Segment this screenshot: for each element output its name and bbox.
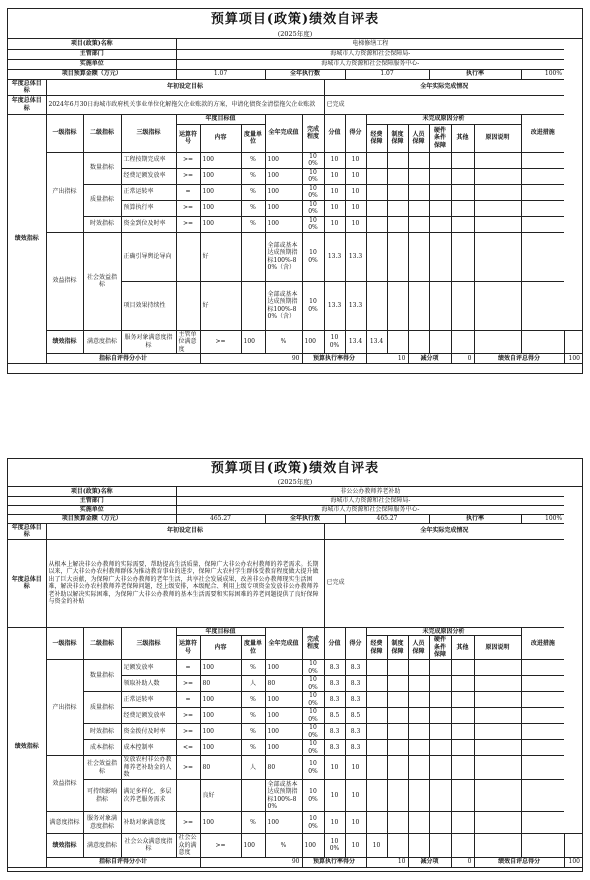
exec-rate-label: 执行率 bbox=[429, 69, 521, 79]
actual-cell: 100 bbox=[302, 834, 324, 858]
completion-header: 完成程度 bbox=[302, 114, 324, 152]
exec-rate-label: 执行率 bbox=[429, 514, 521, 523]
table-row bbox=[8, 216, 582, 232]
score-value-cell: 13.3 bbox=[324, 232, 345, 281]
reason-header: 未完成原因分析 bbox=[366, 627, 521, 636]
score-cell: 10 bbox=[345, 152, 366, 168]
l3-cell: 经费足额发放率 bbox=[121, 168, 176, 184]
actual-cell: 全部或基本达成预期指标100%-80%（含） bbox=[265, 232, 302, 281]
completion-cell: 100% bbox=[302, 152, 324, 168]
l2-cell: 数量指标 bbox=[83, 660, 121, 692]
score-cell: 8.5 bbox=[345, 708, 366, 724]
exec-rate-value: 100% bbox=[521, 514, 564, 523]
score-header: 得分 bbox=[345, 114, 366, 152]
op-cell: >= bbox=[176, 756, 200, 780]
actual-cell: 100 bbox=[265, 692, 302, 708]
completion-cell: 100% bbox=[302, 756, 324, 780]
project-name-value: 电梯修缮工程 bbox=[176, 39, 564, 49]
l3-cell: 正常运转率 bbox=[121, 184, 176, 200]
implementer-value: 海城市人力资源和社会保障服务中心- bbox=[176, 505, 564, 514]
l2-cell: 社会公众满意度指标 bbox=[121, 834, 176, 858]
unit-cell: % bbox=[265, 330, 302, 354]
l3-cell: 经费足额发放率 bbox=[121, 708, 176, 724]
form-year: (2025年度) bbox=[8, 29, 582, 39]
op-header: 运算符号 bbox=[176, 636, 200, 660]
funding-header: 经费保障 bbox=[366, 124, 387, 152]
actual-cell: 全部或基本达成预期指标100%-80%（含） bbox=[265, 281, 302, 330]
l3-header: 三级指标 bbox=[121, 114, 176, 152]
l3-cell: 补助对象满意度 bbox=[121, 812, 176, 834]
total-value: 100 bbox=[564, 857, 582, 867]
exec-score-label: 预算执行率得分 bbox=[302, 354, 366, 364]
score-value-cell: 10 bbox=[324, 200, 345, 216]
table-row bbox=[8, 184, 582, 200]
table-row bbox=[8, 152, 582, 168]
content-cell: 80 bbox=[200, 676, 241, 692]
l1-benefit: 效益指标 bbox=[46, 756, 83, 812]
content-cell: 100 bbox=[200, 692, 241, 708]
table-row bbox=[8, 692, 582, 708]
l2-cell: 时效指标 bbox=[83, 724, 121, 740]
evaluation-table bbox=[8, 487, 582, 868]
table-row bbox=[8, 756, 582, 780]
l2-cell: 成本指标 bbox=[83, 740, 121, 756]
l3-cell: 领取补助人数 bbox=[121, 676, 176, 692]
budget-label: 项目预算金额（万元） bbox=[8, 514, 176, 523]
actual-text: 已完成 bbox=[324, 95, 564, 114]
score-cell: 10 bbox=[345, 756, 366, 780]
reason-note-header: 原因说明 bbox=[474, 124, 521, 152]
table-row bbox=[8, 724, 582, 740]
annual-value-header: 年度目标值 bbox=[176, 627, 265, 636]
department-label: 主管部门 bbox=[8, 496, 176, 505]
improvement-header: 改进措施 bbox=[521, 114, 564, 152]
actual-cell: 100 bbox=[265, 200, 302, 216]
subtotal-value: 90 bbox=[200, 857, 302, 867]
score-cell: 8.3 bbox=[345, 692, 366, 708]
table-row bbox=[8, 740, 582, 756]
score-cell: 10 bbox=[345, 812, 366, 834]
score-cell: 8.3 bbox=[345, 660, 366, 676]
score-value-cell: 13.3 bbox=[324, 281, 345, 330]
actual-cell: 100 bbox=[265, 660, 302, 676]
op-cell: >= bbox=[200, 330, 241, 354]
subtotal-label: 指标自评得分小计 bbox=[46, 857, 200, 867]
form-year: (2025年度) bbox=[8, 477, 582, 487]
content-cell: 100 bbox=[200, 724, 241, 740]
reason-note-header: 原因说明 bbox=[474, 636, 521, 660]
year-exec-label: 全年执行数 bbox=[265, 514, 345, 523]
l1-satisfaction: 满意度指标 bbox=[83, 834, 121, 858]
score-value-cell: 10 bbox=[324, 184, 345, 200]
annual-goal-label: 年度总体目标 bbox=[8, 539, 46, 627]
op-cell: = bbox=[176, 184, 200, 200]
completion-cell: 100% bbox=[302, 724, 324, 740]
completion-cell: 100% bbox=[302, 232, 324, 281]
unit-cell bbox=[241, 281, 265, 330]
deduction-value: 0 bbox=[451, 857, 474, 867]
score-value-cell: 10 bbox=[324, 756, 345, 780]
hardware-header: 硬件条件保障 bbox=[429, 636, 451, 660]
completion-cell: 100% bbox=[302, 660, 324, 676]
unit-cell: % bbox=[241, 660, 265, 676]
l2-cell: 可持续影响指标 bbox=[83, 780, 121, 812]
l3-cell: 主管单位满意度 bbox=[176, 330, 200, 354]
score-value-cell: 10 bbox=[324, 780, 345, 812]
table-row bbox=[8, 834, 582, 858]
op-cell: >= bbox=[176, 152, 200, 168]
l1-header: 一级指标 bbox=[46, 114, 83, 152]
unit-header: 度量单位 bbox=[241, 636, 265, 660]
exec-score-value: 10 bbox=[366, 857, 408, 867]
actual-cell: 100 bbox=[265, 812, 302, 834]
unit-cell: 人 bbox=[241, 676, 265, 692]
l2-header: 二级指标 bbox=[83, 114, 121, 152]
annual-goal-label: 年度总体目标 bbox=[8, 95, 46, 114]
op-cell bbox=[176, 281, 200, 330]
op-cell bbox=[176, 780, 200, 812]
op-header: 运算符号 bbox=[176, 124, 200, 152]
department-value: 海城市人力资源和社会保障局- bbox=[176, 496, 564, 505]
actual-cell: 100 bbox=[265, 216, 302, 232]
content-header: 内容 bbox=[200, 124, 241, 152]
other-header: 其他 bbox=[451, 636, 474, 660]
content-cell: 80 bbox=[200, 756, 241, 780]
implementer-label: 实施单位 bbox=[8, 505, 176, 514]
completion-cell: 100% bbox=[302, 812, 324, 834]
content-cell: 100 bbox=[200, 200, 241, 216]
total-value: 100 bbox=[564, 354, 582, 364]
project-name-label: 项目(政策)名称 bbox=[8, 39, 176, 49]
deduction-value: 0 bbox=[451, 354, 474, 364]
footer-row bbox=[8, 857, 582, 867]
score-cell: 13.4 bbox=[366, 330, 387, 354]
unit-cell: % bbox=[241, 812, 265, 834]
unit-cell: % bbox=[241, 168, 265, 184]
content-cell: 良好 bbox=[200, 780, 241, 812]
l2-cell: 社会效益指标 bbox=[83, 756, 121, 780]
content-cell: 100 bbox=[200, 184, 241, 200]
op-cell: >= bbox=[176, 676, 200, 692]
l3-cell: 发放农村非公办教师养老补助金的人数 bbox=[121, 756, 176, 780]
hardware-header: 硬件条件保障 bbox=[429, 124, 451, 152]
l2-cell: 服务对象满意度指标 bbox=[121, 330, 176, 354]
score-value-cell: 8.3 bbox=[324, 692, 345, 708]
perf-indicator-label: 绩效指标 bbox=[8, 627, 46, 867]
l2-header: 二级指标 bbox=[83, 627, 121, 660]
content-cell: 100 bbox=[200, 152, 241, 168]
completion-cell: 100% bbox=[302, 780, 324, 812]
score-value-cell: 8.5 bbox=[324, 708, 345, 724]
actual-cell: 100 bbox=[265, 168, 302, 184]
year-exec-value: 1.07 bbox=[345, 69, 429, 79]
content-cell: 100 bbox=[200, 740, 241, 756]
annual-goal-label: 年度总体目标 bbox=[8, 523, 46, 539]
actual-done-header: 全年实际完成情况 bbox=[324, 523, 564, 539]
l3-cell: 正常运转率 bbox=[121, 692, 176, 708]
budget-value: 1.07 bbox=[176, 69, 265, 79]
score-value-cell: 10 bbox=[324, 168, 345, 184]
content-cell: 100 bbox=[200, 216, 241, 232]
table-row bbox=[8, 330, 582, 354]
l2-cell: 服务对象满意度指标 bbox=[83, 812, 121, 834]
department-label: 主管部门 bbox=[8, 49, 176, 59]
score-cell: 10 bbox=[366, 834, 387, 858]
content-cell: 100 bbox=[200, 812, 241, 834]
op-cell: = bbox=[176, 692, 200, 708]
initial-goal-header: 年初设定目标 bbox=[46, 79, 324, 95]
exec-rate-value: 100% bbox=[521, 69, 564, 79]
completion-cell: 100% bbox=[302, 184, 324, 200]
completion-cell: 100% bbox=[302, 740, 324, 756]
actual-done-header: 全年实际完成情况 bbox=[324, 79, 564, 95]
improvement-header: 改进措施 bbox=[521, 627, 564, 660]
content-cell: 100 bbox=[200, 708, 241, 724]
self-evaluation-form-1 bbox=[7, 8, 583, 374]
l2-cell: 质量指标 bbox=[83, 184, 121, 216]
self-evaluation-form-2 bbox=[7, 458, 583, 872]
score-cell: 10 bbox=[345, 168, 366, 184]
unit-cell: % bbox=[241, 724, 265, 740]
score-cell: 10 bbox=[345, 184, 366, 200]
unit-header: 度量单位 bbox=[241, 124, 265, 152]
exec-score-label: 预算执行率得分 bbox=[302, 857, 366, 867]
actual-cell: 全部或基本达成预期指标100%-80% bbox=[265, 780, 302, 812]
goal-text: 2024年6月30日海城市政府机关事业单位化解拖欠企业账款的方案，申请化债资金清偿拖欠企业账款 bbox=[46, 95, 324, 114]
score-cell: 8.3 bbox=[345, 676, 366, 692]
unit-cell: % bbox=[241, 152, 265, 168]
score-cell: 8.3 bbox=[345, 724, 366, 740]
unit-cell: 人 bbox=[241, 756, 265, 780]
completion-cell: 100% bbox=[302, 200, 324, 216]
total-label: 绩效自评总得分 bbox=[474, 354, 564, 364]
completion-cell: 100% bbox=[302, 676, 324, 692]
deduction-label: 减分项 bbox=[408, 354, 451, 364]
content-cell: 好 bbox=[200, 281, 241, 330]
l1-output: 产出指标 bbox=[46, 152, 83, 232]
op-cell: = bbox=[176, 660, 200, 676]
department-value: 海城市人力资源和社会保障局- bbox=[176, 49, 564, 59]
deduction-label: 减分项 bbox=[408, 857, 451, 867]
op-cell: >= bbox=[176, 708, 200, 724]
score-cell: 10 bbox=[345, 200, 366, 216]
score-header: 得分 bbox=[345, 627, 366, 660]
l3-cell: 资金拨付及时率 bbox=[121, 724, 176, 740]
op-cell: <= bbox=[176, 740, 200, 756]
l1-header: 一级指标 bbox=[46, 627, 83, 660]
l2-cell: 时效指标 bbox=[83, 216, 121, 232]
full-year-header: 全年完成值 bbox=[265, 114, 302, 152]
completion-cell: 100% bbox=[302, 168, 324, 184]
initial-goal-header: 年初设定目标 bbox=[46, 523, 324, 539]
actual-cell: 100 bbox=[265, 708, 302, 724]
content-cell: 100 bbox=[200, 168, 241, 184]
full-year-header: 全年完成值 bbox=[265, 627, 302, 660]
l2-cell: 质量指标 bbox=[83, 692, 121, 724]
l3-cell: 成本控制率 bbox=[121, 740, 176, 756]
content-cell: 100 bbox=[241, 330, 265, 354]
completion-cell: 100% bbox=[302, 708, 324, 724]
annual-value-header: 年度目标值 bbox=[176, 114, 265, 124]
funding-header: 经费保障 bbox=[366, 636, 387, 660]
perf-indicator-label: 绩效指标 bbox=[8, 114, 46, 364]
system-header: 制度保障 bbox=[387, 124, 408, 152]
completion-cell: 100% bbox=[324, 330, 345, 354]
form-title: 预算项目(政策)绩效自评表 bbox=[210, 12, 380, 27]
table-row bbox=[8, 660, 582, 676]
score-value-header: 分值 bbox=[324, 627, 345, 660]
op-cell: >= bbox=[176, 724, 200, 740]
unit-cell: % bbox=[241, 740, 265, 756]
actual-text: 已完成 bbox=[324, 539, 564, 627]
op-cell: >= bbox=[176, 812, 200, 834]
l3-cell: 预算执行率 bbox=[121, 200, 176, 216]
content-cell: 好 bbox=[200, 232, 241, 281]
l3-cell: 正确引导舆论导向 bbox=[121, 232, 176, 281]
implementer-value: 海城市人力资源和社会保障服务中心- bbox=[176, 59, 564, 69]
implementer-label: 实施单位 bbox=[8, 59, 176, 69]
exec-score-value: 10 bbox=[366, 354, 408, 364]
evaluation-table bbox=[8, 39, 582, 364]
table-row bbox=[8, 232, 582, 281]
l1-output: 产出指标 bbox=[46, 660, 83, 756]
op-cell: >= bbox=[200, 834, 241, 858]
score-cell: 13.3 bbox=[345, 281, 366, 330]
unit-cell: % bbox=[241, 216, 265, 232]
l1-satisfaction: 满意度指标 bbox=[83, 330, 121, 354]
total-label: 绩效自评总得分 bbox=[474, 857, 564, 867]
reason-header: 未完成原因分析 bbox=[366, 114, 521, 124]
actual-cell: 80 bbox=[265, 756, 302, 780]
form-title: 预算项目(政策)绩效自评表 bbox=[210, 461, 380, 476]
l3-cell: 足额发放率 bbox=[121, 660, 176, 676]
budget-value: 465.27 bbox=[176, 514, 265, 523]
actual-cell: 100 bbox=[265, 740, 302, 756]
l3-header: 三级指标 bbox=[121, 627, 176, 660]
op-cell: >= bbox=[176, 168, 200, 184]
actual-cell: 100 bbox=[265, 152, 302, 168]
unit-cell: % bbox=[241, 708, 265, 724]
table-row bbox=[8, 780, 582, 812]
score-value-header: 分值 bbox=[324, 114, 345, 152]
score-value-cell: 10 bbox=[324, 812, 345, 834]
subtotal-label: 指标自评得分小计 bbox=[46, 354, 200, 364]
budget-label: 项目预算金额（万元） bbox=[8, 69, 176, 79]
unit-cell: % bbox=[241, 184, 265, 200]
unit-cell: % bbox=[241, 200, 265, 216]
unit-cell: % bbox=[265, 834, 302, 858]
project-name-value: 非公公办教师养老补助 bbox=[176, 487, 564, 496]
actual-cell: 100 bbox=[265, 184, 302, 200]
footer-row bbox=[8, 354, 582, 364]
l3-cell: 项目效果持续性 bbox=[121, 281, 176, 330]
content-cell: 100 bbox=[241, 834, 265, 858]
completion-cell: 100% bbox=[302, 281, 324, 330]
op-cell: >= bbox=[176, 216, 200, 232]
score-value-cell: 8.3 bbox=[324, 740, 345, 756]
l2-cell: 社会效益指标 bbox=[83, 232, 121, 330]
l3-cell: 满足多样化、多层次养老服务需求 bbox=[121, 780, 176, 812]
annual-goal-label: 年度总体目标 bbox=[8, 79, 46, 95]
l1-satisfaction: 满意度指标 bbox=[46, 812, 83, 834]
completion-cell: 100% bbox=[302, 216, 324, 232]
project-name-label: 项目(政策)名称 bbox=[8, 487, 176, 496]
unit-cell bbox=[241, 780, 265, 812]
l2-cell: 数量指标 bbox=[83, 152, 121, 184]
score-value-cell: 10 bbox=[345, 834, 366, 858]
perf-indicator-label-2: 绩效指标 bbox=[46, 330, 83, 354]
system-header: 制度保障 bbox=[387, 636, 408, 660]
op-cell: >= bbox=[176, 200, 200, 216]
l3-cell: 资金到位及时率 bbox=[121, 216, 176, 232]
score-value-cell: 10 bbox=[324, 152, 345, 168]
completion-cell: 100% bbox=[324, 834, 345, 858]
actual-cell: 80 bbox=[265, 676, 302, 692]
score-value-cell: 10 bbox=[324, 216, 345, 232]
content-header: 内容 bbox=[200, 636, 241, 660]
year-exec-label: 全年执行数 bbox=[265, 69, 345, 79]
other-header: 其他 bbox=[451, 124, 474, 152]
l3-cell: 社会公众的满意度 bbox=[176, 834, 200, 858]
score-value-cell: 8.3 bbox=[324, 724, 345, 740]
score-cell: 10 bbox=[345, 780, 366, 812]
table-row bbox=[8, 812, 582, 834]
l1-benefit: 效益指标 bbox=[46, 232, 83, 330]
op-cell bbox=[176, 232, 200, 281]
actual-cell: 100 bbox=[302, 330, 324, 354]
personnel-header: 人员保障 bbox=[408, 636, 429, 660]
score-cell: 13.3 bbox=[345, 232, 366, 281]
score-value-cell: 13.4 bbox=[345, 330, 366, 354]
completion-cell: 100% bbox=[302, 692, 324, 708]
personnel-header: 人员保障 bbox=[408, 124, 429, 152]
score-cell: 10 bbox=[345, 216, 366, 232]
actual-cell: 100 bbox=[265, 724, 302, 740]
year-exec-value: 465.27 bbox=[345, 514, 429, 523]
score-value-cell: 8.3 bbox=[324, 660, 345, 676]
unit-cell: % bbox=[241, 692, 265, 708]
unit-cell bbox=[241, 232, 265, 281]
goal-text: 从根本上解决非公办教师的实际需要，帮助提高生活质量，保障广大非公办农村教师的养老需求。长期以来，广大非公办农村教师群体为推动教育事业的进步，保障广大农村学生群体受教育程度做大提升做出了巨大贡献，为保障广大非公办教师的老年生活，共享社会发展成果，改善非公办教师现实生活困难，解决非公办农村教师养老保障问题，经上级安排，本级配合、利用上级专项资金发放非公办教师养老补助以解决实际困难，为保障广大非公办教师的基本生活需要和实际困难的养老问题提供了良好保障与资金的补贴 bbox=[46, 539, 324, 627]
l3-cell: 工程按期完成率 bbox=[121, 152, 176, 168]
subtotal-value: 90 bbox=[200, 354, 302, 364]
completion-header: 完成程度 bbox=[302, 627, 324, 660]
perf-indicator-label-2: 绩效指标 bbox=[46, 834, 83, 858]
score-cell: 8.3 bbox=[345, 740, 366, 756]
score-value-cell: 8.3 bbox=[324, 676, 345, 692]
content-cell: 100 bbox=[200, 660, 241, 676]
